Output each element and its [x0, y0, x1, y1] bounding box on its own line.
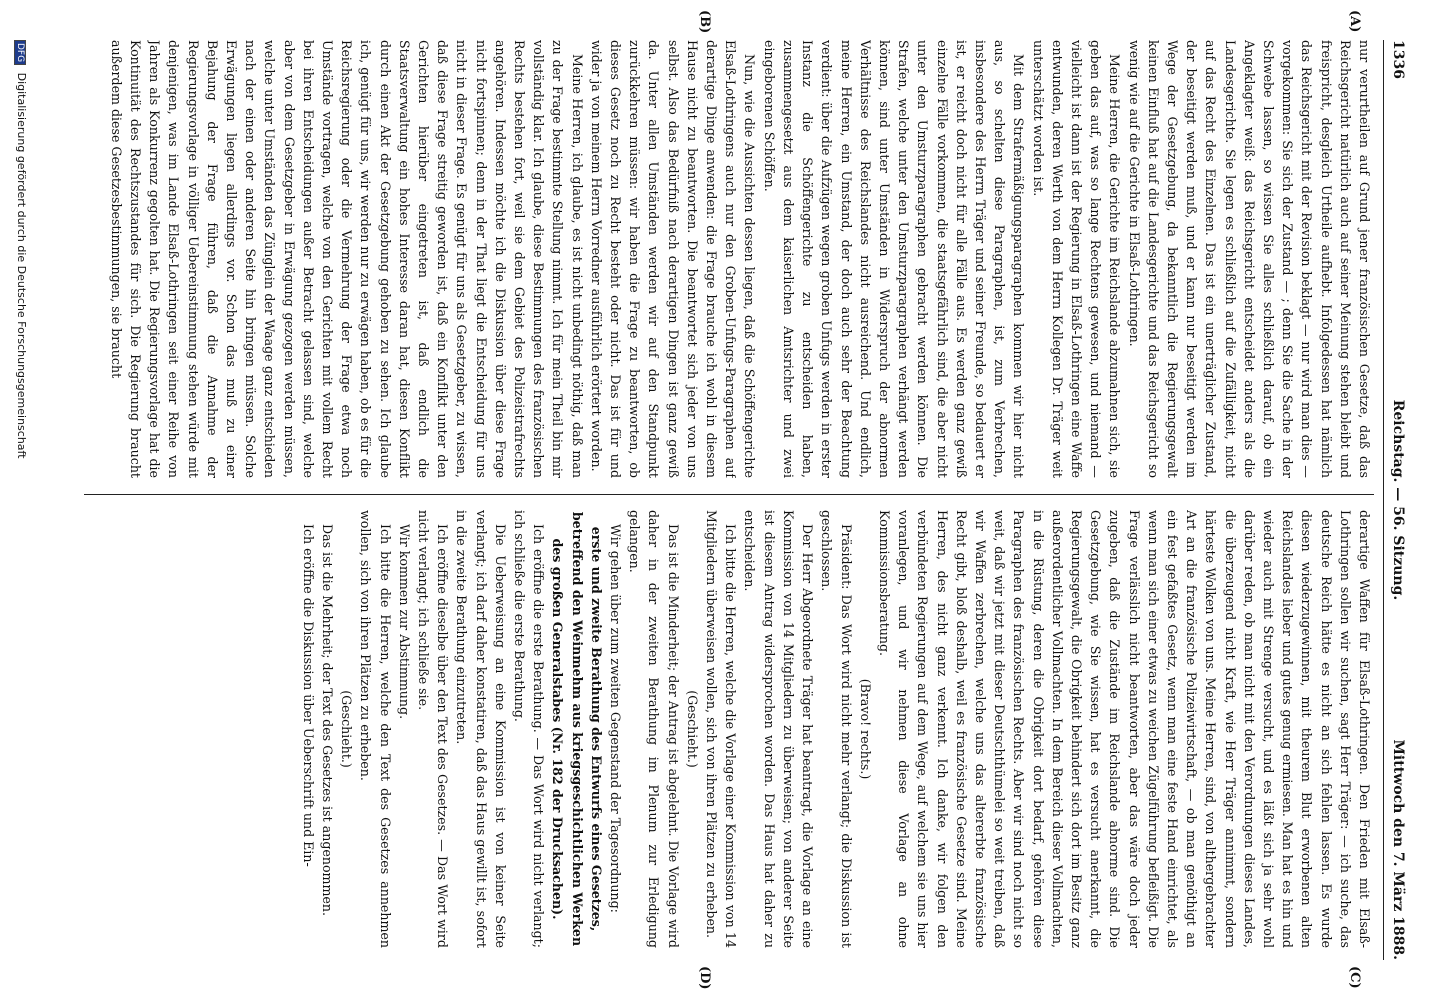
paragraph: nur verurtheilen auf Grund jener französischen Gesetze, daß das Reichsgericht natürlich auch auf seiner Meinung stehen bleibt und freispricht, desgleich Urtheile aufhebt. Infolgedessen hat nämlich das Reichsgericht mit der Revision beklagt — nur wird man dies — vorgekommen: Sie sich der Zustand — ; denn Sie die Sache in der Schwebe lassen, so wissen Sie alles schließlich darauf, ob ein Angeklagter weiß: das Reichsgericht entscheidet anders als die Landesgerichte. Sie legen es schließlich auf die Zufälligkeit, nicht auf das Recht des Einzelnen. Das ist ein unerträglicher Zustand, der beseitigt werden muß, und er kann nur beseitigt werden im Wege der Gesetzgebung, da bekanntlich die Regierungsgewalt keinen Einfluß hat auf die Landesgerichte und das Reichsgericht so wenig wie auf die Gerichte in Elsaß-Lothringen. — [1126, 40, 1372, 478]
margin-letter-d: (D) — [697, 966, 712, 990]
paragraph: Wir kommen zur Abstimmung. — [396, 524, 412, 720]
paragraph: Der Herr Abgeordnete Träger hat beantragt, die Vorlage an eine Kommission von 14 Mitgliedern zu überweisen; von anderer Seite ist diesem Antrag widersprochen worden. Das Haus hat daher zu entscheiden. — [742, 510, 816, 948]
paragraph: Wir gehen über zum zweiten Gegenstand der Tagesordnung: — [608, 524, 624, 913]
stage-note: (Geschieht.) — [684, 690, 700, 768]
paragraph: Nun, wie die Aussichten dessen liegen, daß die Schöffengerichte Elsaß-Lothringens auch nur den Groben-Unfugs-Paragraphen auf derartige Dinge anwenden: die Frage brauche ich wohl in diesem Hause nicht zu beantworten. Die beantwortet sich jeder von uns selbst. Also das Bedürfniß nach derartigen Dingen ist ganz gewiß da. Unter allen Umständen werden wir auf den Standpunkt zurückkehren müssen: wir haben die Frage zu beantworten, ob dieses Gesetz noch zu Recht besteht oder nicht. Das ist für und wider ja von meinem Herrn Vorredner ausführlich erörtert worden. — [588, 40, 758, 478]
paragraph: Meine Herren, ich glaube, es ist nicht unbedingt nöthig, daß man zu der Frage bestimmte Stellung nimmt. Ich für mein Theil bin mir vollständig klar. Ich glaube, diese Bestimmungen des französischen Rechts bestehen fort, weil sie dem Gebiet des Polizeistrafrechts angehören. Indessen möchte ich die Diskussion über diese Frage nicht fortspinnen; denn in der That liegt die Entscheidung für uns nicht in dieser Frage. Es genügt für uns als Gesetzgeber, zu wissen, daß diese Frage streitig geworden ist, daß ein Konflikt unter den Gerichten hierüber eingetreten ist, daß endlich die Staatsverwaltung ein hohes Interesse daran hat, diesen Konflikt durch einen Akt der Gesetzgebung gehoben zu sehen. Ich glaube ich, genügt für uns, wir werden nur zu erwägen haben, ob es für die Reichsregierung oder die Vermehrung der Frage etwa noch Umstände vortragen, welche von den Gerichten mit vollem Recht bei ihren Entscheidungen außer Betracht gelassen sind, welche aber von dem Gesetzgeber in Erwägung gezogen werden müssen, welche unter Umständen das Zünglein der Waage ganz entschieden nach der einen oder anderen Seite hin bringen müssen. Solche Erwägungen liegen allerdings vor. Schon das muß zu einer Bejahung der Frage führen, daß die Annahme der Regierungsvorlage in völliger Uebereinstimmung stehen würde mit denjenigen, was im Lande Elsaß-Lothringen seit einer Reihe von Jahren als Konkurrenz gegolten hat. Die Regierungsvorlage hat die Kontinuität des Rechtszustandes für sich. Die Regierung braucht außerdem diese Gesetzesbestimmungen, sie braucht — [108, 40, 585, 478]
paragraph: Das ist die Mehrheit; der Text des Gesetzes ist angenommen. — [320, 524, 336, 916]
margin-letter-a: (A) — [1347, 10, 1362, 33]
session-title: Reichstag. — 56. Sitzung. — [1390, 399, 1406, 601]
president-statement: Präsident: Das Wort wird nicht mehr verlangt; die Diskussion ist geschlossen. — [819, 510, 854, 948]
page-header — [1382, 40, 1412, 960]
left-column — [84, 40, 1374, 478]
header-rule — [1383, 40, 1384, 960]
stage-note: (Geschieht.) — [339, 690, 355, 768]
paragraph: Das ist die Minderheit; der Antrag ist abgelehnt. Die Vorlage wird daher in der zweiten Berathung im Plenum zur Erledigung gelangen. — [627, 510, 681, 948]
digitization-credit — [14, 40, 28, 459]
paragraph: Ich bitte die Herren, welche den Text des Gesetzes annehmen wollen, sich von ihren Plätzen zu erheben. — [358, 510, 393, 948]
margin-letter-c: (C) — [1347, 966, 1362, 989]
margin-letter-b: (B) — [697, 10, 712, 34]
paragraph: Ich eröffne dieselbe über den Text des Gesetzes. — Das Wort wird nicht verlangt; ich schließe sie. — [416, 510, 451, 948]
applause-note: (Bravo! rechts.) — [857, 678, 873, 780]
credit-text: Digitalisierung gefördert durch die Deutsche Forschungsgemeinschaft — [15, 72, 28, 459]
paragraph: Meine Herren, die Gerichte im Reichslande abzumahnen sich, sie geben das auf, was so lange Rechtens gewesen, und niemand — vielleicht ist dann ist der Regierung in Elsaß-Lothringen eine Waffe entwunden, deren Werth von dem Herrn Kollegen Dr. Träger weit unterschätzt worden ist. — [1030, 40, 1123, 478]
paragraph: derartige Waffen für Elsaß-Lothringen. Den Frieden mit Elsaß-Lothringen sollen wir suchen, sagt Herr Träger: — ich suche, das deutsche Reich hätte es nicht an sich fehlen lassen. Es wurde diesen wiederzugewinnen, mit theurem Blut erworbenen alten Reichslandes lieber und gutes genug ermiesen. Man hat es hin und wieder auch mit Strenge versucht, und es läßt sich ja sehr wohl darüber reden, ob man nicht mit den Verordnungen dieses Landes, die überzeugend nicht Kraft, wie Herr Träger annimmt, sondern härteste Wolken von uns. Meine Herren, sind, von althergebrachter Art an die französische Polizeiwirtschaft, — ob man genöthigt an ein fest gefaßtes Gesetz, wenn man eine feste Hand einrichtet, als wenn man sich einer etwas zu weichen Zügelführung befleißigt. Die Frage verlässlich nicht beantworten, aber das wäre doch jeder zugeben, daß die Zustände im Reichslande abnorme sind. Die Gesetzgebung, wie Sie wissen, hat es versucht anerkannt, die Regierungsgewalt, die Obrigkeit behindert sich dort im Besitz ganz außerordentlicher Vollmachten. In dem Bereich dieser Vollmachten, in die Rüstung, deren die Obrigkeit dort bedarf, gehören diese Paragraphen des französischen Rechts. Aber wir sind noch nicht so weit, daß wir jetzt mit dieser Deutschthümelei so weit treiben, daß wir Waffen zerbrechen, welche uns das altererbte französische Recht gibt, bloß deshalb, weil es französische Gesetze sind. Meine Herren, des nicht ganz verkennt. Ich danke, wir folgen den verbündeten Regierungen auf dem Wege, auf welchem sie uns hier voranlegen, und wir nehmen diese Vorlage an ohne Kommissionsberatung. — [876, 510, 1372, 948]
paragraph: Ich bitte die Herren, welche die Vorlage einer Kommission von 14 Mitgliedern überweisen wollen, sich von ihren Plätzen zu erheben. — [704, 510, 739, 948]
paragraph: Die Ueberweisung an eine Kommission ist von keiner Seite verlangt; ich darf daher konstatiren, daß das Haus gewillt ist, sofort in die zweite Berathung einzutreten. — [454, 510, 508, 948]
agenda-item-title: erste und zweite Berathung des Entwurfs eines Gesetzes, betreffend den Weinmehm aus kriegsgeschichtlichen Werken des großen Generalstabes (Nr. 182 der Drucksachen). — [550, 511, 604, 947]
column-divider — [84, 494, 1374, 495]
session-date: Mittwoch den 7. März 1888. — [1390, 739, 1406, 960]
paragraph: Ich eröffne die erste Berathung. — Das Wort wird nicht verlangt; ich schließe die erste Berathung. — [512, 510, 547, 948]
dfg-logo: DFG — [14, 40, 26, 65]
page-number: 1336 — [1390, 40, 1406, 79]
paragraph: Mit dem Strafermäßigungsparagraphen kommen wir hier nicht aus, so schelten diese Paragraphen, ist, zum Verbrechen, insbesondere des Herrn Träger und seiner Freunde, so bedauert er ist, er reicht doch nicht für alle Fälle aus. Es werden ganz gewiß einzelne Fälle vorkommen, die staatsgefährlich sind, die aber nicht unter den Umsturzparagraphen gebracht werden können. Die Strafen, welche unter den Umsturzparagraphen verhängt werden können, sind unter Umständen in Widerspruch der abnormen Verhältnisse des Reichslandes nicht ausreichend. Und endlich, meine Herren, ein Umstand, der doch auch sehr der Beachtung verdient: über die Aufzügen wegen groben Unfugs werden in erster Instanz die Schöffengerichte zu entscheiden haben, zusammengesetzt aus dem kaiserlichen Amtsrichter und zwei eingeborenen Schöffen. — [761, 40, 1027, 478]
page-content — [0, 10, 1432, 990]
right-column — [84, 510, 1374, 948]
paragraph: Ich eröffne die Diskussion über Ueberschrift und Ein- — [300, 524, 316, 867]
